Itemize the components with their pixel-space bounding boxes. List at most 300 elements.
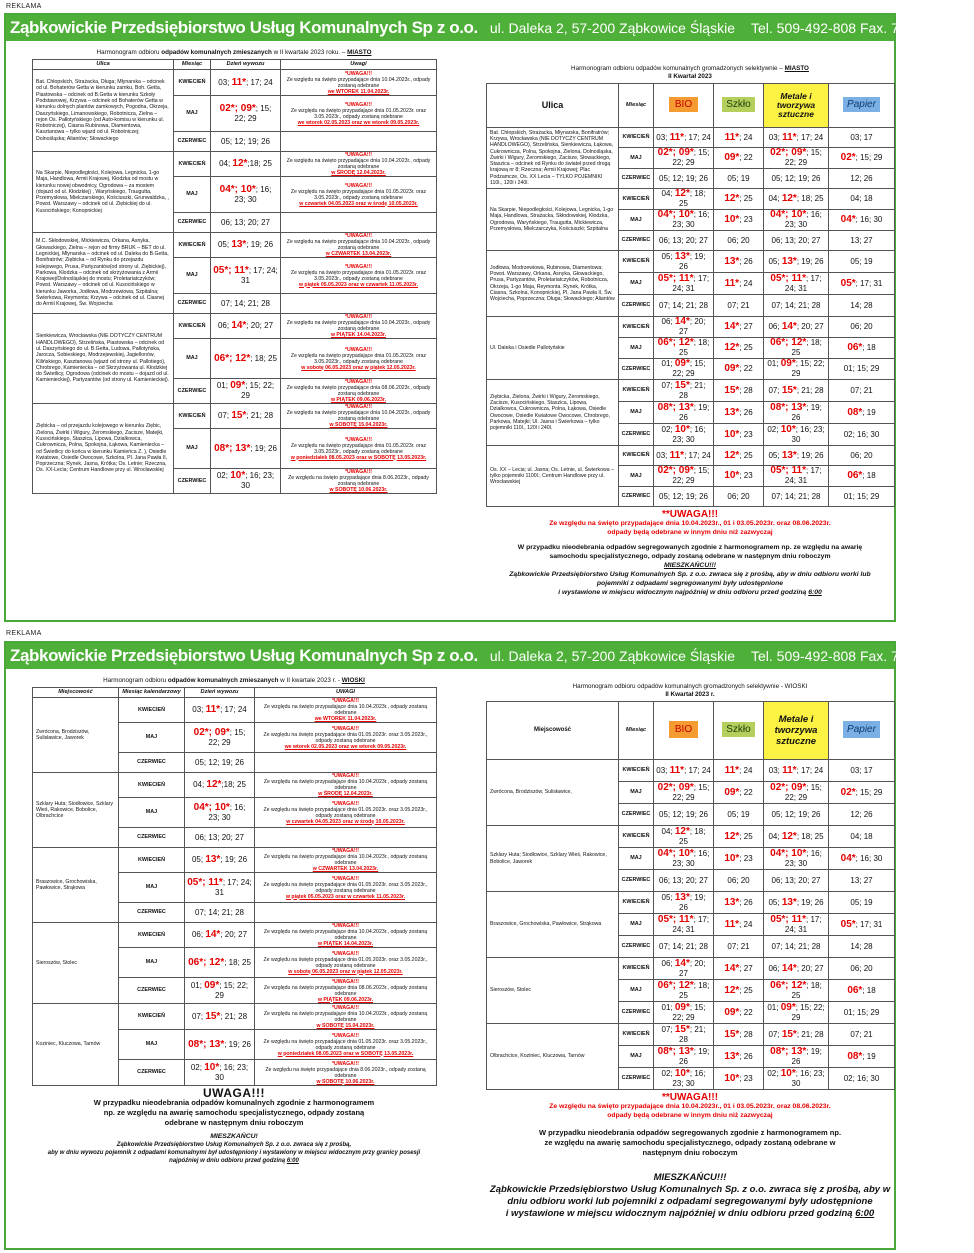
note-cell xyxy=(255,903,437,923)
szk-days: 14*; 27 xyxy=(714,317,764,338)
pickup-days: 08*; 13*; 19; 26 xyxy=(211,429,281,469)
note-cell: *UWAGA!!! Ze względu na święto przypadające dnia 10.04.2023r., odpady zostaną odebrane w SOBOTĘ 15.04.2023r. xyxy=(281,404,437,429)
month-cell: MAJ xyxy=(619,338,654,359)
wioski-selective-table xyxy=(486,701,895,1090)
wioski-mixed-title: Harmonogram odbioru odpadów komunalnych zmieszanych w II kwartale 2023 r. - WIOSKI xyxy=(103,677,365,684)
pickup-days: 07; 14; 21; 28 xyxy=(185,903,255,923)
wioski-selective-section xyxy=(486,677,894,1245)
month-cell: CZERWIEC xyxy=(619,359,654,380)
company-name: Ząbkowickie Przedsiębiorstwo Usług Komunalnych Sp z o.o. xyxy=(10,646,478,665)
pap-days: 03; 17 xyxy=(829,760,895,782)
szk-days: 05; 19 xyxy=(714,804,764,826)
szk-days: 15*; 28 xyxy=(714,1024,764,1046)
met-days: 04; 12*; 18; 25 xyxy=(764,189,829,210)
table-row xyxy=(487,446,895,466)
szk-days: 09*; 22 xyxy=(714,359,764,380)
col-header-miesiac: Miesiąc xyxy=(174,60,211,70)
bio-days: 02; 10*; 16; 23; 30 xyxy=(654,424,714,446)
bio-days: 07; 15*; 21; 28 xyxy=(654,380,714,402)
szk-days: 12*; 25 xyxy=(714,980,764,1002)
szk-days: 09*; 22 xyxy=(714,1002,764,1024)
pap-days: 01; 15; 29 xyxy=(829,359,895,380)
company-phone: Tel. 509-492-808 Fax. 74 8-100-328 xyxy=(751,20,974,36)
street-list: Ziębicka – od przejazdu kolejowego w kierunku Ziębic, Zielona, Żwirki i Wigury, Żeromskiego, Zacisze, Matejki, Kusocińskiego, Staszica, Lipowa, Dzialkowca, Cukrownicza, Polna, Spokojna, Łąkowa, Kamieniecka – od Świetlicy do końca w kierunku Kamieńca Z. ), Osiedle Kwiatowe, Osiedle Owocowe, Szkolna, Pl. Jana Pawła II, Poprzeczna; Rynek, Jasna, Krótka; Os. Letnie; Rzeczna, Os. XX-Lecia; Centrum Handlowe przy ul. Wrocławskiej xyxy=(33,404,174,494)
met-days: 08*; 13*; 19; 26 xyxy=(764,402,829,424)
note-cell: *UWAGA!!! Ze względu na święto przypadające dnia 10.04.2023r., odpady zostaną odebrane w SOBOTĘ 15.04.2023r. xyxy=(255,1004,437,1030)
note-cell: *UWAGA!!! Ze względu na święto przypadające dnia 01.05.2023r. oraz 3.05.2023r., odpady zostaną odebrane w czwartek 04.05.2023 oraz w środę 10.05.2023r. xyxy=(255,798,437,828)
note-cell: *UWAGA!!! Ze względu na święto przypadające dnia 08.06.2023r., odpady zostaną odebrane w PIĄTEK 09.06.2023r. xyxy=(281,379,437,404)
month-cell: KWIECIEŃ xyxy=(619,958,654,980)
note-cell xyxy=(255,828,437,848)
bio-days: 05; 12; 19; 26 xyxy=(654,169,714,189)
note-cell xyxy=(281,213,437,233)
pap-days: 07; 21 xyxy=(829,1024,895,1046)
bio-days: 06*; 12*; 18; 25 xyxy=(654,980,714,1002)
met-days: 05; 12; 19; 26 xyxy=(764,169,829,189)
pap-days: 06; 20 xyxy=(829,317,895,338)
street-list: Na Skarpie, Niepodległości, Kolejowa, Legnicka, 1-go Maja, Handlowa, Armii Krajowej, Kłodzka od mostu w kierunku nowej obwodnicy, Ogrodowa – za mostem (dojazd od ul. Kłodzkiej) , Waryńskiego, Traugutta, Przemysłowa, Mielczarskiego, Kościuszki, Grunwaldzka, , Powst. Warszawy – odcinek od ul. Ziębickiej do ul. Kusocińskiego; Konopnickiej xyxy=(33,152,174,233)
pickup-days: 06; 14*; 20; 27 xyxy=(185,923,255,948)
pap-days: 02; 16; 30 xyxy=(829,424,895,446)
month-cell: CZERWIEC xyxy=(119,903,185,923)
pickup-days: 02*; 09*; 15; 22; 29 xyxy=(211,96,281,132)
month-cell: KWIECIEŃ xyxy=(119,1004,185,1030)
pap-days: 02; 16; 30 xyxy=(829,1068,895,1090)
pickup-days: 04; 12*;18; 25 xyxy=(185,773,255,798)
street-list: Szklary Huta; Siodłowice, Szklary Wieś, Rakowice, Bobolice, Jaworek xyxy=(487,826,619,892)
bio-days: 03; 11*; 17; 24 xyxy=(654,446,714,466)
col-header-miesiac: Miesiąc kalendarzowy xyxy=(119,688,185,698)
pap-days: 07; 21 xyxy=(829,380,895,402)
reklama-label: REKLAMA xyxy=(6,3,42,10)
col-header-papier: Papier xyxy=(829,84,895,128)
street-list: Sieroszów, Stolec xyxy=(33,923,119,1004)
table-row xyxy=(487,128,895,148)
bio-days: 06*; 12*; 18; 25 xyxy=(654,338,714,359)
szk-days: 07; 21 xyxy=(714,936,764,958)
note-cell: *UWAGA!!! Ze względu na święto przypadające dnia 01.05.2023r. oraz 3.05.2023r., odpady zostaną odebrane we wtorek 02.05.2023 oraz we wtorek 09.05.2023r. xyxy=(281,96,437,132)
month-cell: MAJ xyxy=(119,873,185,903)
month-cell: MAJ xyxy=(619,273,654,295)
note-cell: *UWAGA!!! Ze względu na święto przypadające dnia 10.04.2023r., odpady zostaną odebrane we WTOREK 11.04.2023r. xyxy=(255,698,437,723)
met-days: 04*; 10*; 16; 23; 30 xyxy=(764,210,829,231)
pickup-days: 08*; 13*; 19; 26 xyxy=(185,1030,255,1060)
bio-days: 04*; 10*; 16; 23; 30 xyxy=(654,848,714,870)
col-header-dzien: Dzień wywozu xyxy=(185,688,255,698)
pickup-days: 05*; 11*; 17; 24; 31 xyxy=(185,873,255,903)
met-days: 06; 13; 20; 27 xyxy=(764,870,829,892)
bio-days: 08*; 13*; 19; 26 xyxy=(654,1046,714,1068)
pap-days: 05*; 17; 31 xyxy=(829,273,895,295)
month-cell: CZERWIEC xyxy=(119,978,185,1004)
col-header-miejscowosc: Miejscowość xyxy=(487,702,619,760)
met-days: 06; 14*; 20; 27 xyxy=(764,317,829,338)
note-cell: *UWAGA!!! Ze względu na święto przypadające dnia 8.06.2023r., odpady zostaną odebrane w SOBOTĘ 10.06.2023r. xyxy=(281,469,437,494)
pickup-days: 06; 14*; 20; 27 xyxy=(211,314,281,339)
bio-days: 05; 13*; 19; 26 xyxy=(654,251,714,273)
table-row xyxy=(33,152,437,177)
note-cell: *UWAGA!!! Ze względu na święto przypadające dnia 01.05.2023r. oraz 3.05.2023r., odpady zostaną odebrane we wtorek 02.05.2023 oraz we wtorek 09.05.2023r. xyxy=(255,723,437,753)
table-row xyxy=(487,380,895,402)
met-days: 02*; 09*; 15; 22; 29 xyxy=(764,782,829,804)
miasto-mixed-title: Harmonogram odbioru odpadów komunalnych zmieszanych w II kwartale 2023 roku. – MIASTO xyxy=(96,49,372,56)
pap-days: 03; 17 xyxy=(829,128,895,148)
month-cell: KWIECIEŃ xyxy=(174,233,211,258)
table-row xyxy=(33,404,437,429)
bio-days: 07; 14; 21; 28 xyxy=(654,936,714,958)
note-cell: *UWAGA!!! Ze względu na święto przypadające dnia 10.04.2023r., odpady zostaną odebrane w PIĄTEK 14.04.2023r. xyxy=(255,923,437,948)
col-header-szklo: Szkło xyxy=(714,84,764,128)
pickup-days: 05*; 11*; 17; 24; 31 xyxy=(211,258,281,294)
pickup-days: 05; 12; 19; 26 xyxy=(185,753,255,773)
szk-days: 10*; 23 xyxy=(714,848,764,870)
month-cell: KWIECIEŃ xyxy=(119,848,185,873)
col-header-miesiac: Miesiąc xyxy=(619,84,654,128)
col-header-uwagi: Uwagi xyxy=(281,60,437,70)
month-cell: CZERWIEC xyxy=(174,469,211,494)
szk-days: 12*; 25 xyxy=(714,338,764,359)
pap-days: 06; 20 xyxy=(829,446,895,466)
street-list: Olbrachcice, Koziniec, Kluczowa, Tarnów xyxy=(487,1024,619,1090)
pap-days: 14; 28 xyxy=(829,936,895,958)
table-row xyxy=(487,826,895,848)
bio-days: 05; 12; 19; 26 xyxy=(654,487,714,507)
met-days: 07; 15*; 21; 28 xyxy=(764,1024,829,1046)
col-header-uwagi: UWAGI xyxy=(255,688,437,698)
szk-days: 13*; 26 xyxy=(714,251,764,273)
month-cell: MAJ xyxy=(174,96,211,132)
street-list: Os. XX – Lecia; ul. Jasna; Os. Letnie, ul. Świerkowa – tylko pojemniki 1100l.; Centrum Handlowe przy ul. Wrocławskiej xyxy=(487,446,619,507)
bio-days: 02; 10*; 16; 23; 30 xyxy=(654,1068,714,1090)
pickup-days: 04; 12*;18; 25 xyxy=(211,152,281,177)
col-header-bio: BIO xyxy=(654,702,714,760)
met-days: 05; 13*; 19; 26 xyxy=(764,446,829,466)
met-days: 05*; 11*; 17; 24; 31 xyxy=(764,273,829,295)
company-phone: Tel. 509-492-808 Fax. 74 8-100-328 xyxy=(751,648,974,664)
bio-days: 05; 12; 19; 26 xyxy=(654,804,714,826)
pap-days: 05*; 17; 31 xyxy=(829,914,895,936)
miasto-mixed-body xyxy=(33,70,437,494)
bio-days: 03; 11*; 17; 24 xyxy=(654,760,714,782)
pap-days: 08*; 19 xyxy=(829,1046,895,1068)
met-days: 07; 15*; 21; 28 xyxy=(764,380,829,402)
month-cell: MAJ xyxy=(619,980,654,1002)
met-days: 03; 11*; 17; 24 xyxy=(764,760,829,782)
szk-days: 14*; 27 xyxy=(714,958,764,980)
met-days: 07; 14; 21; 28 xyxy=(764,487,829,507)
note-cell xyxy=(281,132,437,152)
table-row xyxy=(487,1024,895,1046)
col-header-miejscowosc: Miejscowość xyxy=(33,688,119,698)
bio-days: 04; 12*; 18; 25 xyxy=(654,189,714,210)
pap-days: 08*; 19 xyxy=(829,402,895,424)
met-days: 03; 11*; 17; 24 xyxy=(764,128,829,148)
table-row xyxy=(487,892,895,914)
pickup-days: 02*; 09*; 15; 22; 29 xyxy=(185,723,255,753)
month-cell: MAJ xyxy=(619,148,654,169)
wioski-mixed-body xyxy=(33,698,437,1086)
street-list: Bat. Chłopskich, Strażacka, Długa; Młynarska – odcinek od ul. Bohaterów Getta w kierunku zamku, Boh. Getta, Piastowska – odcinek od B.Getta w kierunku Szkoły Podstawowej, Krzywa – odcinek od Bohaterów Getta w kierunku dolnych plantów zamkowych, Pogodna, Okrzeja, Daszyńskiego, Limanowskiego, Robotnicza, Zielna – rejon Os. Pałlotyńskiego (od Auto-komisu w kierunku ul. Robotniczej), Ciasna Rubinowa, Diamentowa, Kasztanowa – tylko wjazd od ul. Robotniczej; Dolnośląska; Aliantów; Słowackiego xyxy=(33,70,174,152)
table-row xyxy=(487,189,895,210)
met-days: 05; 13*; 19; 26 xyxy=(764,892,829,914)
pap-days: 06*; 18 xyxy=(829,466,895,487)
met-days: 05; 13*; 19; 26 xyxy=(764,251,829,273)
company-header xyxy=(6,15,974,41)
wioski-schedule-block xyxy=(4,641,974,1250)
month-cell: CZERWIEC xyxy=(619,169,654,189)
month-cell: CZERWIEC xyxy=(619,487,654,507)
szk-days: 11*; 24 xyxy=(714,914,764,936)
month-cell: MAJ xyxy=(119,798,185,828)
month-cell: CZERWIEC xyxy=(619,424,654,446)
street-list: Zwrócona, Brodziszów, Sulisławice, Jaworek xyxy=(33,698,119,773)
pickup-days: 01; 09*; 15; 22; 29 xyxy=(211,379,281,404)
met-days: 06; 13; 20; 27 xyxy=(764,231,829,251)
month-cell: MAJ xyxy=(174,339,211,379)
wioski-sel-notes: **UWAGA!!! Ze względu na święto przypadające dnia 10.04.2023r., 01 i 03.05.2023r. oraz 08.06.2023r. odpady będą odebrane w innym dniu niż zazwyczaj W przypadku nieodebrania odpadów segregowanych zgodnie z harmonogramem np. ze względu na awarię samochodu specjalistycznego, odpady zostaną odebrane w następnym dniu roboczym MIESZKAŃCU!!! Ząbkowickie Przedsiębiorstwo Usług Komunalnych Sp. z o.o. zwraca się z prośbą, aby w dniu odbioru worki lub pojemniki z odpadami segregowanymi były udostępnione i wystawione w miejscu widocznym najpóźniej w dniu odbioru przed godziną 6:00 xyxy=(489,1092,891,1219)
table-row xyxy=(33,70,437,96)
szk-days: 11*; 24 xyxy=(714,273,764,295)
met-days: 08*; 13*; 19; 26 xyxy=(764,1046,829,1068)
szk-days: 10*; 23 xyxy=(714,424,764,446)
month-cell: MAJ xyxy=(619,466,654,487)
pickup-days: 03; 11*; 17; 24 xyxy=(185,698,255,723)
col-header-metale: Metale i tworzywa sztuczne xyxy=(764,702,829,760)
bio-days: 06; 14*; 20; 27 xyxy=(654,317,714,338)
note-cell: *UWAGA!!! Ze względu na święto przypadające dnia 10.04.2023r., odpady zostaną odebrane w ŚRODĘ 12.04.2023r. xyxy=(281,152,437,177)
met-days: 05*; 11*; 17; 24; 31 xyxy=(764,914,829,936)
miasto-mixed-section xyxy=(32,49,436,619)
month-cell: MAJ xyxy=(119,723,185,753)
month-cell: MAJ xyxy=(619,914,654,936)
miasto-mixed-table xyxy=(32,59,437,494)
bio-days: 06; 13; 20; 27 xyxy=(654,231,714,251)
pickup-days: 06; 13; 20; 27 xyxy=(185,828,255,848)
met-days: 05; 12; 19; 26 xyxy=(764,804,829,826)
szk-days: 13*; 26 xyxy=(714,1046,764,1068)
pickup-days: 04*; 10*; 16; 23; 30 xyxy=(211,177,281,213)
pickup-days: 05; 12; 19; 26 xyxy=(211,132,281,152)
met-days: 02; 10*; 16; 23; 30 xyxy=(764,424,829,446)
note-cell: *UWAGA!!! Ze względu na święto przypadające dnia 01.05.2023r. oraz 3.05.2023r., odpady zostaną odebrane w sobotę 06.05.2023 oraz w piątek 12.05.2023r. xyxy=(255,948,437,978)
month-cell: KWIECIEŃ xyxy=(619,128,654,148)
company-address: ul. Daleka 2, 57-200 Ząbkowice Śląskie xyxy=(489,648,735,664)
col-header-bio: BIO xyxy=(654,84,714,128)
table-row xyxy=(33,698,437,723)
bio-days: 05*; 11*; 17; 24; 31 xyxy=(654,273,714,295)
pickup-days: 03; 11*; 17; 24 xyxy=(211,70,281,96)
month-cell: KWIECIEŃ xyxy=(174,152,211,177)
szk-days: 05; 19 xyxy=(714,169,764,189)
month-cell: KWIECIEŃ xyxy=(619,892,654,914)
szk-days: 10*; 23 xyxy=(714,1068,764,1090)
wioski-mixed-notes: UWAGA!!! W przypadku nieodebrania odpadów komunalnych zgodnie z harmonogramem np. ze względu na awarię samochodu specjalistycznego, odpady zostaną odebrane w następnym dniu roboczym MIESZKAŃCU! Ząbkowickie Przedsiębiorstwo Usług Komunalnych Sp. z o.o. zwraca się z prośbą, aby w dniu wywozu pojemnik z odpadami komunalnymi był udostępniony i wystawiony w miejscu widocznym przy granicy posesji najpóźniej w dniu odbioru przed godziną 6:00 xyxy=(47,1086,421,1164)
bio-days: 02*; 09*; 15; 22; 29 xyxy=(654,148,714,169)
col-header-ulica: Ulica xyxy=(487,84,619,128)
month-cell: CZERWIEC xyxy=(119,828,185,848)
table-row xyxy=(33,314,437,339)
pickup-days: 06; 13; 20; 27 xyxy=(211,213,281,233)
month-cell: CZERWIEC xyxy=(174,294,211,314)
table-row xyxy=(487,760,895,782)
bio-days: 07; 15*; 21; 28 xyxy=(654,1024,714,1046)
pap-days: 04; 18 xyxy=(829,189,895,210)
miasto-selective-body xyxy=(487,128,895,507)
met-days: 04*; 10*; 16; 23; 30 xyxy=(764,848,829,870)
pap-days: 01; 15; 29 xyxy=(829,1002,895,1024)
pickup-days: 06*; 12*; 18; 25 xyxy=(211,339,281,379)
pickup-days: 05; 13*; 19; 26 xyxy=(185,848,255,873)
pap-days: 06*; 18 xyxy=(829,338,895,359)
wioski-mixed-table xyxy=(32,687,437,1086)
szk-days: 12*; 25 xyxy=(714,826,764,848)
month-cell: KWIECIEŃ xyxy=(619,380,654,402)
wioski-selective-body xyxy=(487,760,895,1090)
bio-days: 01; 09*; 15; 22; 29 xyxy=(654,359,714,380)
miasto-schedule-block xyxy=(4,13,974,622)
pap-days: 04*; 16; 30 xyxy=(829,210,895,231)
street-list: Szklary Huta; Siodłowice, Szklary Wieś, Rakowice, Bobolice, Olbrachcice xyxy=(33,773,119,848)
month-cell: KWIECIEŃ xyxy=(619,760,654,782)
street-list: Braszowice, Grochowiska, Pawłowice, Strąkowa xyxy=(487,892,619,958)
pap-days: 04; 18 xyxy=(829,826,895,848)
bio-days: 02*; 09*; 15; 22; 29 xyxy=(654,782,714,804)
street-list: Jodłowa, Modrzewiowa, Rubinowa, Diamentowa; Powst. Warszawy, Orkana, Asnyka, Głowackiego, Prusa, Partyzantów, Proletariatczyków, Robotnicza, Okrzeja, 1-go Maja, Reymonta. Rynek, Krótka, Ciasna, Szkolna, Konopnickiej, Pl. Jana Pawła II, Św. Wojciecha, Poprzeczna; Długa; Słowackiego; Aliantów xyxy=(487,251,619,317)
szk-days: 13*; 26 xyxy=(714,402,764,424)
street-list: Ul. Daleka i Osiedle Pallotyńskie xyxy=(487,317,619,380)
col-header-miesiac: Miesiąc xyxy=(619,702,654,760)
szk-days: 06; 20 xyxy=(714,870,764,892)
note-cell: *UWAGA!!! Ze względu na święto przypadające dnia 10.04.2023r., odpady zostaną odebrane w ŚRODĘ 12.04.2023r. xyxy=(255,773,437,798)
street-list: Sienkiewicza, Wrocławska (NIE DOTYCZY CENTRUM HANDLOWEGO), Strzelińska, Piastowska – odcinek od ul. Daszyńskiego do ul. B.Getta, Ludowa, Pałlotyńska, Jarocza, Sobieskiego, Modrzejewskiej, Jagiellonów, Kilińskiego, Kasztanowa (wjazd od strony ul. Pallotiego), Chrobrego, Kamieniecka – od Skrzyżowania ul. Kłodzkiej do Świetlicy, Ogrodowa (odcinek do mostu – dojazd od ul. Kamienieckiej), Partyzantów (od strony ul. Kamienieckiej). xyxy=(33,314,174,404)
pap-days: 12; 26 xyxy=(829,169,895,189)
col-header-szklo: Szkło xyxy=(714,702,764,760)
note-cell: *UWAGA!!! Ze względu na święto przypadające dnia 10.04.2023r., odpady zostaną odebrane we WTOREK 11.04.2023r. xyxy=(281,70,437,96)
table-row xyxy=(487,317,895,338)
month-cell: CZERWIEC xyxy=(119,753,185,773)
month-cell: MAJ xyxy=(619,848,654,870)
street-list: Braszowice, Grochowiska, Pawłowice, Strąkowa xyxy=(33,848,119,923)
pickup-days: 02; 10*; 16; 23; 30 xyxy=(185,1060,255,1086)
note-cell: *UWAGA!!! Ze względu na święto przypadające dnia 01.05.2023r. oraz 3.05.2023r., odpady zostaną odebrane w piątek 05.05.2023 oraz w czwartek 11.05.2023r. xyxy=(255,873,437,903)
miasto-sel-notes: **UWAGA!!! Ze względu na święto przypadające dnia 10.04.2023r., 01 i 03.05.2023r. oraz 08.06.2023r. odpady będą odebrane w innym dniu niż zazwyczaj W przypadku nieodebrania odpadów segregowanych zgodnie z harmonogramem np. ze względu na awarię samochodu specjalistycznego, odpady zostaną odebrane w następnym dniu roboczym MIESZKAŃCU!!! Ząbkowickie Przedsiębiorstwo Usług Komunalnych Sp. z o.o. zwraca się z prośbą, aby w dniu odbioru worki lub pojemniki z odpadami segregowanymi były udostępnione i wystawione w miejscu widocznym najpóźniej w dniu odbioru przed godziną 6:00 xyxy=(509,509,871,596)
month-cell: CZERWIEC xyxy=(619,804,654,826)
month-cell: MAJ xyxy=(619,210,654,231)
month-cell: CZERWIEC xyxy=(174,379,211,404)
street-list: Ziębicka, Zielona, Żwirki i Wigury, Żeromskiego, Zacisze, Kusocińskiego, Staszica, Lipowa, Dzialkowca, Cukrownicza, Polna, Łąkowa, Osiedle Owocowe, Osiedle Kwiatowe Owocowe, Chrobrego, Parkowa, Matejki; Ul. Jasna i Świerkowa – tylko pojemniki 110l., 120l i 240l. xyxy=(487,380,619,446)
pickup-days: 04*; 10*; 16; 23; 30 xyxy=(185,798,255,828)
met-days: 07; 14; 21; 28 xyxy=(764,295,829,317)
street-list: Sieroszów, Stolec xyxy=(487,958,619,1024)
met-days: 02*; 09*; 15; 22; 29 xyxy=(764,148,829,169)
szk-days: 11*; 24 xyxy=(714,128,764,148)
street-list: M.C. Skłodowskiej, Mickiewicza, Orkana, Asnyka, Głowackiego, Zielna – rejon od firmy BRUK – BET do ul. Legnickiej, Młynarska – odcinek od ul. Daleka do B.Getta, Bonifratrów; Ziębicka – od Rynku do przejazdu kolejowego, Prusa, Partyzantów(od strony ul. Ziębickiej), Parkowa, Kłodzka – odcinek od skrzyżowania z Armii Krajowej/Dolnośląskiej do mostu; Proletariatczyków; Powst. Warszawy – odcinek od ul. Kusocińskiego w kierunku Jaworka, Jodłowa, Modrzewiowa, Szpitalna; Świerkowa, Reymonta; Krzywa – odcinek od ul. Ciasnej do Armii Krajowej, Św. Wojciecha xyxy=(33,233,174,314)
month-cell: KWIECIEŃ xyxy=(619,251,654,273)
month-cell: MAJ xyxy=(174,429,211,469)
month-cell: CZERWIEC xyxy=(619,1068,654,1090)
note-cell: *UWAGA!!! Ze względu na święto przypadające dnia 01.05.2023r. oraz 3.05.2023r., odpady zostaną odebrane w piątek 05.05.2023 oraz w czwartek 11.05.2023r. xyxy=(281,258,437,294)
szk-days: 12*; 25 xyxy=(714,189,764,210)
miasto-sel-title: Harmonogram odbioru odpadów komunalnych gromadzonych selektywnie – MIASTO II Kwartał 2023 xyxy=(571,65,809,80)
szk-days: 09*; 22 xyxy=(714,782,764,804)
pickup-days: 02; 10*; 16; 23; 30 xyxy=(211,469,281,494)
pap-days: 14; 28 xyxy=(829,295,895,317)
bio-days: 04; 12*; 18; 25 xyxy=(654,826,714,848)
met-days: 04; 12*; 18; 25 xyxy=(764,826,829,848)
pap-days: 13; 27 xyxy=(829,231,895,251)
szk-days: 06; 20 xyxy=(714,487,764,507)
pickup-days: 07; 14; 21; 28 xyxy=(211,294,281,314)
szk-days: 13*; 26 xyxy=(714,892,764,914)
bio-days: 03; 11*; 17; 24 xyxy=(654,128,714,148)
table-row xyxy=(487,958,895,980)
szk-days: 15*; 28 xyxy=(714,380,764,402)
note-cell: *UWAGA!!! Ze względu na święto przypadające dnia 01.05.2023r. oraz 3.05.2023r., odpady zostaną odebrane w czwartek 04.05.2023 oraz w środę 10.05.2023r. xyxy=(281,177,437,213)
month-cell: CZERWIEC xyxy=(619,231,654,251)
note-cell: *UWAGA!!! Ze względu na święto przypadające dnia 8.06.2023r., odpady zostaną odebrane w SOBOTĘ 10.06.2023r. xyxy=(255,1060,437,1086)
note-cell: *UWAGA!!! Ze względu na święto przypadające dnia 01.05.2023r. oraz 3.05.2023r., odpady zostaną odebrane w poniedziałek 08.05.2023 oraz w SOBOTĘ 13.05.2023r. xyxy=(255,1030,437,1060)
pap-days: 05; 19 xyxy=(829,251,895,273)
pap-days: 13; 27 xyxy=(829,870,895,892)
month-cell: MAJ xyxy=(174,177,211,213)
table-row xyxy=(33,923,437,948)
month-cell: CZERWIEC xyxy=(619,870,654,892)
month-cell: MAJ xyxy=(119,948,185,978)
bio-days: 05*; 11*; 17; 24; 31 xyxy=(654,914,714,936)
miasto-selective-section xyxy=(486,49,894,619)
miasto-selective-table xyxy=(486,83,895,507)
month-cell: KWIECIEŃ xyxy=(619,1024,654,1046)
month-cell: CZERWIEC xyxy=(619,1002,654,1024)
note-cell: *UWAGA!!! Ze względu na święto przypadające dnia 10.04.2023r., odpady zostaną odebrane w PIĄTEK 14.04.2023r. xyxy=(281,314,437,339)
pickup-days: 07; 15*; 21; 28 xyxy=(211,404,281,429)
month-cell: MAJ xyxy=(174,258,211,294)
reklama-label: REKLAMA xyxy=(6,630,42,637)
company-name: Ząbkowickie Przedsiębiorstwo Usług Komunalnych Sp z o.o. xyxy=(10,18,478,37)
bio-days: 08*; 13*; 19; 26 xyxy=(654,402,714,424)
street-list: Bat. Chłopskich, Strażacka, Młynarska, Bonifratrów; Krzywa, Wrocławska (NIE DOTYCZY CENTRUM HANDLOWEGO), Strzelińska, Sienkiewicza, Łąkowa, Cukrownicza, Polna, Spokojna, Zielona, Dolnośląska, Żwirki i Wigury, Żeromskiego, Zacisze, Słowackiego, Staszica – odcinek od Rynku do świateł przed drogą krajową nr 8; Rzeczna; Armii Krajowej; Plac Podzamcze, Os. XX Lecia – TYLKO POJEMNIKI 110l., 120l i 240l. xyxy=(487,128,619,189)
pap-days: 02*; 15; 29 xyxy=(829,782,895,804)
bio-days: 01; 09*; 15; 22; 29 xyxy=(654,1002,714,1024)
met-days: 07; 14; 21; 28 xyxy=(764,936,829,958)
pap-days: 06*; 18 xyxy=(829,980,895,1002)
month-cell: KWIECIEŃ xyxy=(119,773,185,798)
bio-days: 06; 13; 20; 27 xyxy=(654,870,714,892)
wioski-sel-title: Harmonogram odbioru odpadów komunalnych gromadzonych selektywnie - WIOSKI II Kwartał 2023 r. xyxy=(572,683,808,698)
note-cell xyxy=(255,753,437,773)
col-header-papier: Papier xyxy=(829,702,895,760)
szk-days: 10*; 23 xyxy=(714,210,764,231)
company-header xyxy=(6,643,974,669)
street-list: Zwrócona, Brodziszów, Sulisławice, xyxy=(487,760,619,826)
month-cell: KWIECIEŃ xyxy=(174,404,211,429)
month-cell: CZERWIEC xyxy=(174,132,211,152)
month-cell: KWIECIEŃ xyxy=(174,314,211,339)
pap-days: 02*; 15; 29 xyxy=(829,148,895,169)
street-list: Koziniec, Kluczowa, Tarnów xyxy=(33,1004,119,1086)
met-days: 01; 09*; 15; 22; 29 xyxy=(764,359,829,380)
met-days: 01; 09*; 15; 22; 29 xyxy=(764,1002,829,1024)
month-cell: KWIECIEŃ xyxy=(619,189,654,210)
table-row xyxy=(487,251,895,273)
pap-days: 05; 19 xyxy=(829,892,895,914)
month-cell: KWIECIEŃ xyxy=(119,698,185,723)
table-row xyxy=(33,848,437,873)
month-cell: KWIECIEŃ xyxy=(619,317,654,338)
bio-days: 05; 13*; 19; 26 xyxy=(654,892,714,914)
bio-days: 02*; 09*; 15; 22; 29 xyxy=(654,466,714,487)
met-days: 06*; 12*; 18; 25 xyxy=(764,980,829,1002)
